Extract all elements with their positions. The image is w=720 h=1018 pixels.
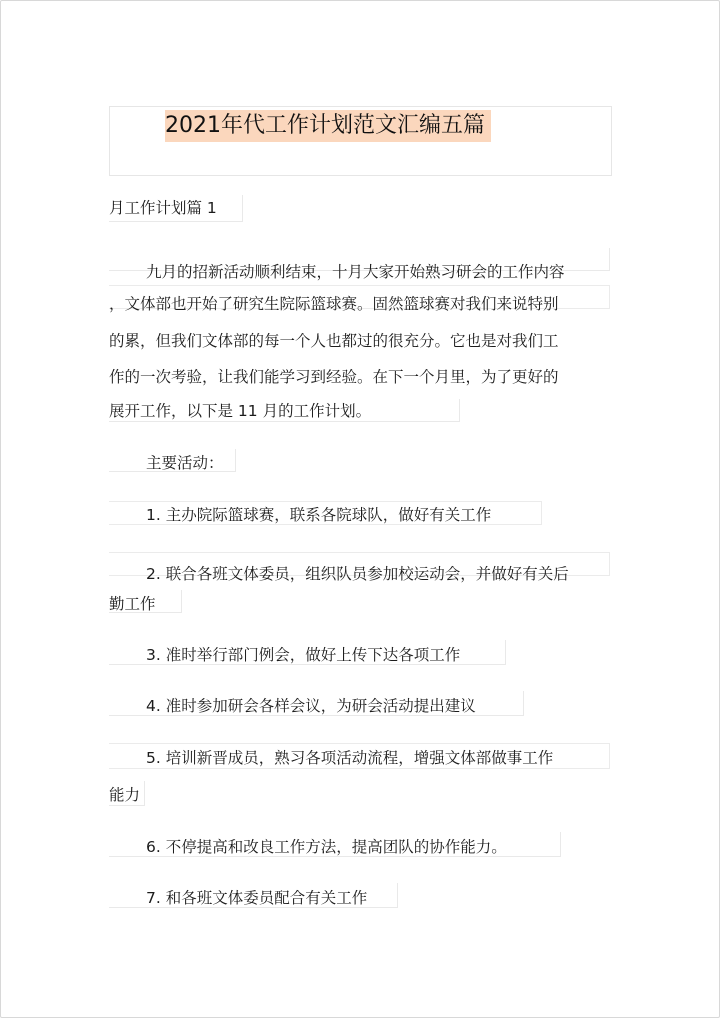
list-item: 能力 [109, 786, 141, 804]
paragraph-line: 作的一次考验，让我们能学习到经验。在下一个月里，为了更好的 [109, 368, 559, 386]
list-item: 1. 主办院际篮球赛，联系各院球队，做好有关工作 [146, 506, 492, 524]
list-item: 勤工作 [109, 595, 156, 613]
paragraph-line: ，文体部也开始了研究生院际篮球赛。固然篮球赛对我们来说特别 [109, 295, 559, 313]
paragraph-line: 展开工作，以下是 11 月的工作计划。 [109, 402, 372, 420]
document-title: 2021年代工作计划范文汇编五篇 [165, 110, 491, 142]
list-item: 5. 培训新晋成员，熟习各项活动流程，增强文体部做事工作 [146, 749, 554, 767]
activities-heading: 主要活动： [146, 454, 224, 472]
list-item: 4. 准时参加研会各样会议，为研会活动提出建议 [146, 697, 476, 715]
list-item: 7. 和各班文体委员配合有关工作 [146, 889, 368, 907]
paragraph-line: 九月的招新活动顺利结束，十月大家开始熟习研会的工作内容 [146, 263, 565, 281]
list-item: 6. 不停提高和改良工作方法，提高团队的协作能力。 [146, 838, 507, 856]
list-item: 2. 联合各班文体委员，组织队员参加校运动会，并做好有关后 [146, 565, 569, 583]
list-item: 3. 准时举行部门例会，做好上传下达各项工作 [146, 646, 461, 664]
section-heading: 月工作计划篇 1 [109, 199, 217, 217]
paragraph-line: 的累，但我们文体部的每一个人也都过的很充分。它也是对我们工 [109, 332, 559, 350]
